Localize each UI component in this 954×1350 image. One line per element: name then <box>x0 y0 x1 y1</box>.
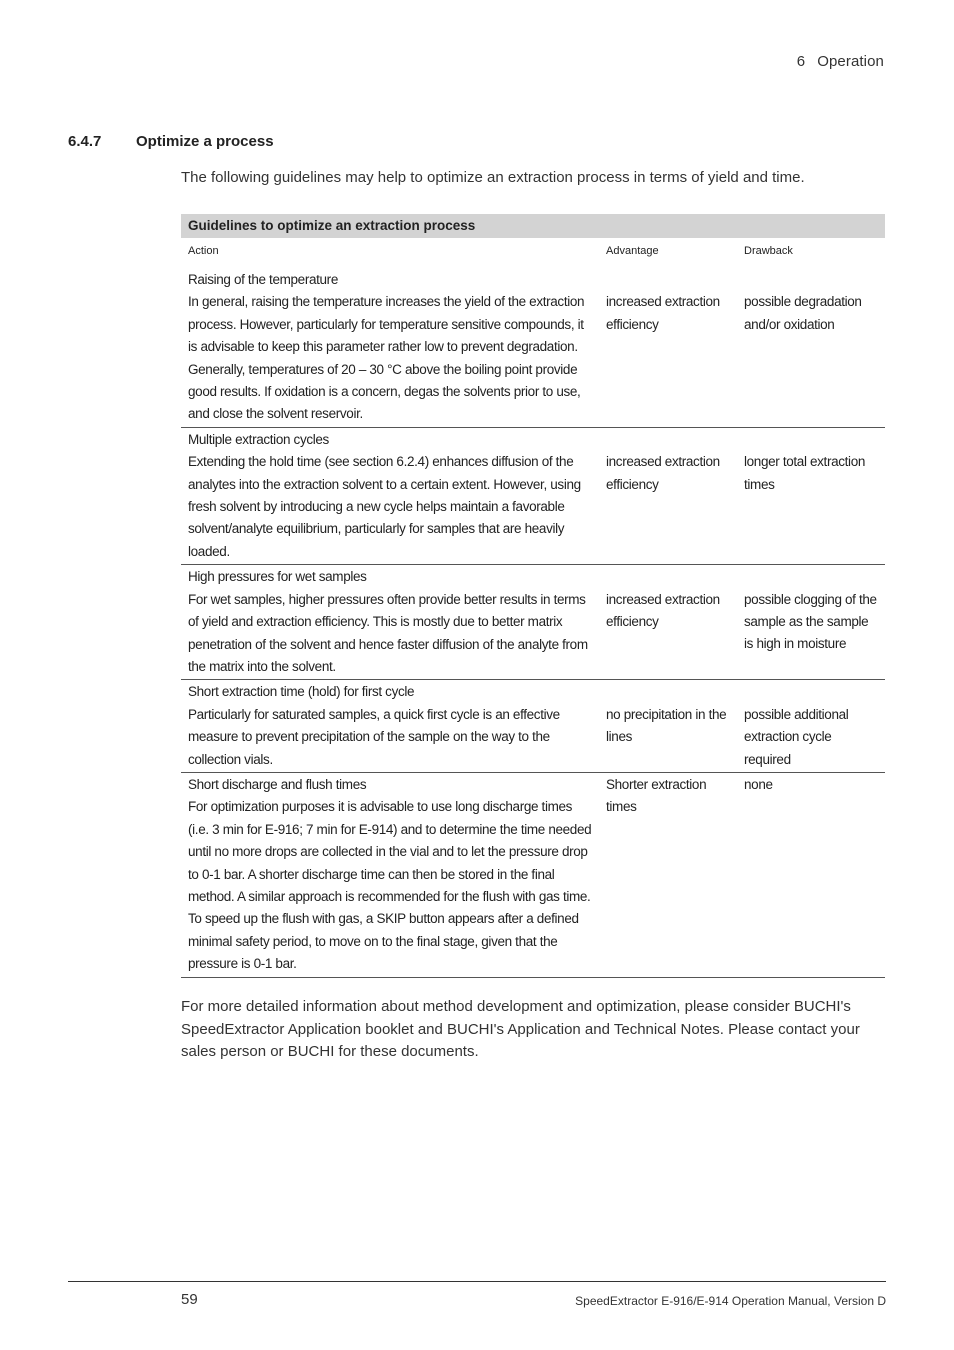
drawback-cell: possible degradation and/or oxidation <box>737 268 885 427</box>
column-header-action: Action <box>188 245 219 257</box>
action-text: In general, raising the temperature increases the yield of the extraction process. However, particularly for temperature sensitive compounds, it is advisable to keep this parameter rather low to prevent degradation. Generally, temperatures of 20 – 30 °C above the boiling point provide good results. If oxidation is a concern, degas the solvents prior to use, and close the solvent reservoir. <box>188 294 585 422</box>
drawback-cell: longer total extraction times <box>737 427 885 564</box>
action-text: Extending the hold time (see section 6.2.4) enhances diffusion of the analytes into the extraction solvent to a certain extent. However, using fresh solvent by introducing a new cycle helps maintain a favorable solvent/analyte equilibrium, particularly for samples that are heavily loaded. <box>188 454 581 559</box>
action-cell <box>181 427 599 564</box>
table-row <box>181 680 885 773</box>
drawback-cell: possible additional extraction cycle required <box>737 680 885 773</box>
section-number: 6.4.7 <box>68 133 102 150</box>
action-text: For optimization purposes it is advisable to use long discharge times (i.e. 3 min for E-916; 7 min for E-914) and to determine the time needed until no more drops are collected in the vial and to let the pressure drop to 0-1 bar. A shorter discharge time can then be stored in the final method. A similar approach is recommended for the flush with gas time. To speed up the flush with gas, a SKIP button appears after a defined minimal safety period, to move on to the final stage, given that the pressure is 0-1 bar. <box>188 799 592 972</box>
action-cell <box>181 565 599 680</box>
footer-document-title: SpeedExtractor E-916/E-914 Operation Manual, Version D <box>575 1294 886 1308</box>
table-row <box>181 427 885 564</box>
advantage-cell: no precipitation in the lines <box>599 680 737 773</box>
table-caption: Guidelines to optimize an extraction process <box>181 214 885 238</box>
action-cell <box>181 772 599 977</box>
advantage-cell: increased extraction efficiency <box>599 427 737 564</box>
section-heading <box>68 133 274 150</box>
column-header-drawback: Drawback <box>744 245 793 257</box>
running-header <box>797 53 884 70</box>
action-text: Particularly for saturated samples, a quick first cycle is an effective measure to prevent precipitation of the sample on the way to the collection vials. <box>188 706 560 767</box>
chapter-number: 6 <box>796 53 806 70</box>
advantage-cell: increased extraction efficiency <box>599 268 737 427</box>
intro-paragraph: The following guidelines may help to optimize an extraction process in terms of yield and time. <box>181 169 805 186</box>
chapter-title: Operation <box>817 53 884 70</box>
page-number: 59 <box>181 1291 198 1308</box>
action-title: Short discharge and flush times <box>188 776 367 792</box>
outro-paragraph: For more detailed information about method development and optimization, please consider BUCHI's SpeedExtractor Application booklet and BUCHI's Application and Technical Notes. Please contact your sales person or BUCHI for these documents. <box>181 998 860 1060</box>
drawback-cell: none <box>737 772 885 977</box>
action-cell <box>181 680 599 773</box>
advantage-cell: increased extraction efficiency <box>599 565 737 680</box>
table-row <box>181 565 885 680</box>
action-text: For wet samples, higher pressures often provide better results in terms of yield and extraction efficiency. This is mostly due to better matrix penetration of the solvent and hence faster diffusion of the analyte from the matrix into the solvent. <box>188 591 588 674</box>
action-title: Short extraction time (hold) for first cycle <box>188 684 415 700</box>
action-title: Multiple extraction cycles <box>188 431 329 447</box>
action-cell <box>181 268 599 427</box>
table-row <box>181 268 885 427</box>
guidelines-table <box>181 214 885 978</box>
table-header-row <box>181 238 885 268</box>
action-title: Raising of the temperature <box>188 272 338 287</box>
table-row <box>181 772 885 977</box>
advantage-cell: Shorter extraction times <box>599 772 737 977</box>
footer-divider <box>68 1281 886 1282</box>
column-header-advantage: Advantage <box>606 245 659 257</box>
action-title: High pressures for wet samples <box>188 569 367 585</box>
section-title: Optimize a process <box>136 133 274 150</box>
drawback-cell: possible clogging of the sample as the sample is high in moisture <box>737 565 885 680</box>
